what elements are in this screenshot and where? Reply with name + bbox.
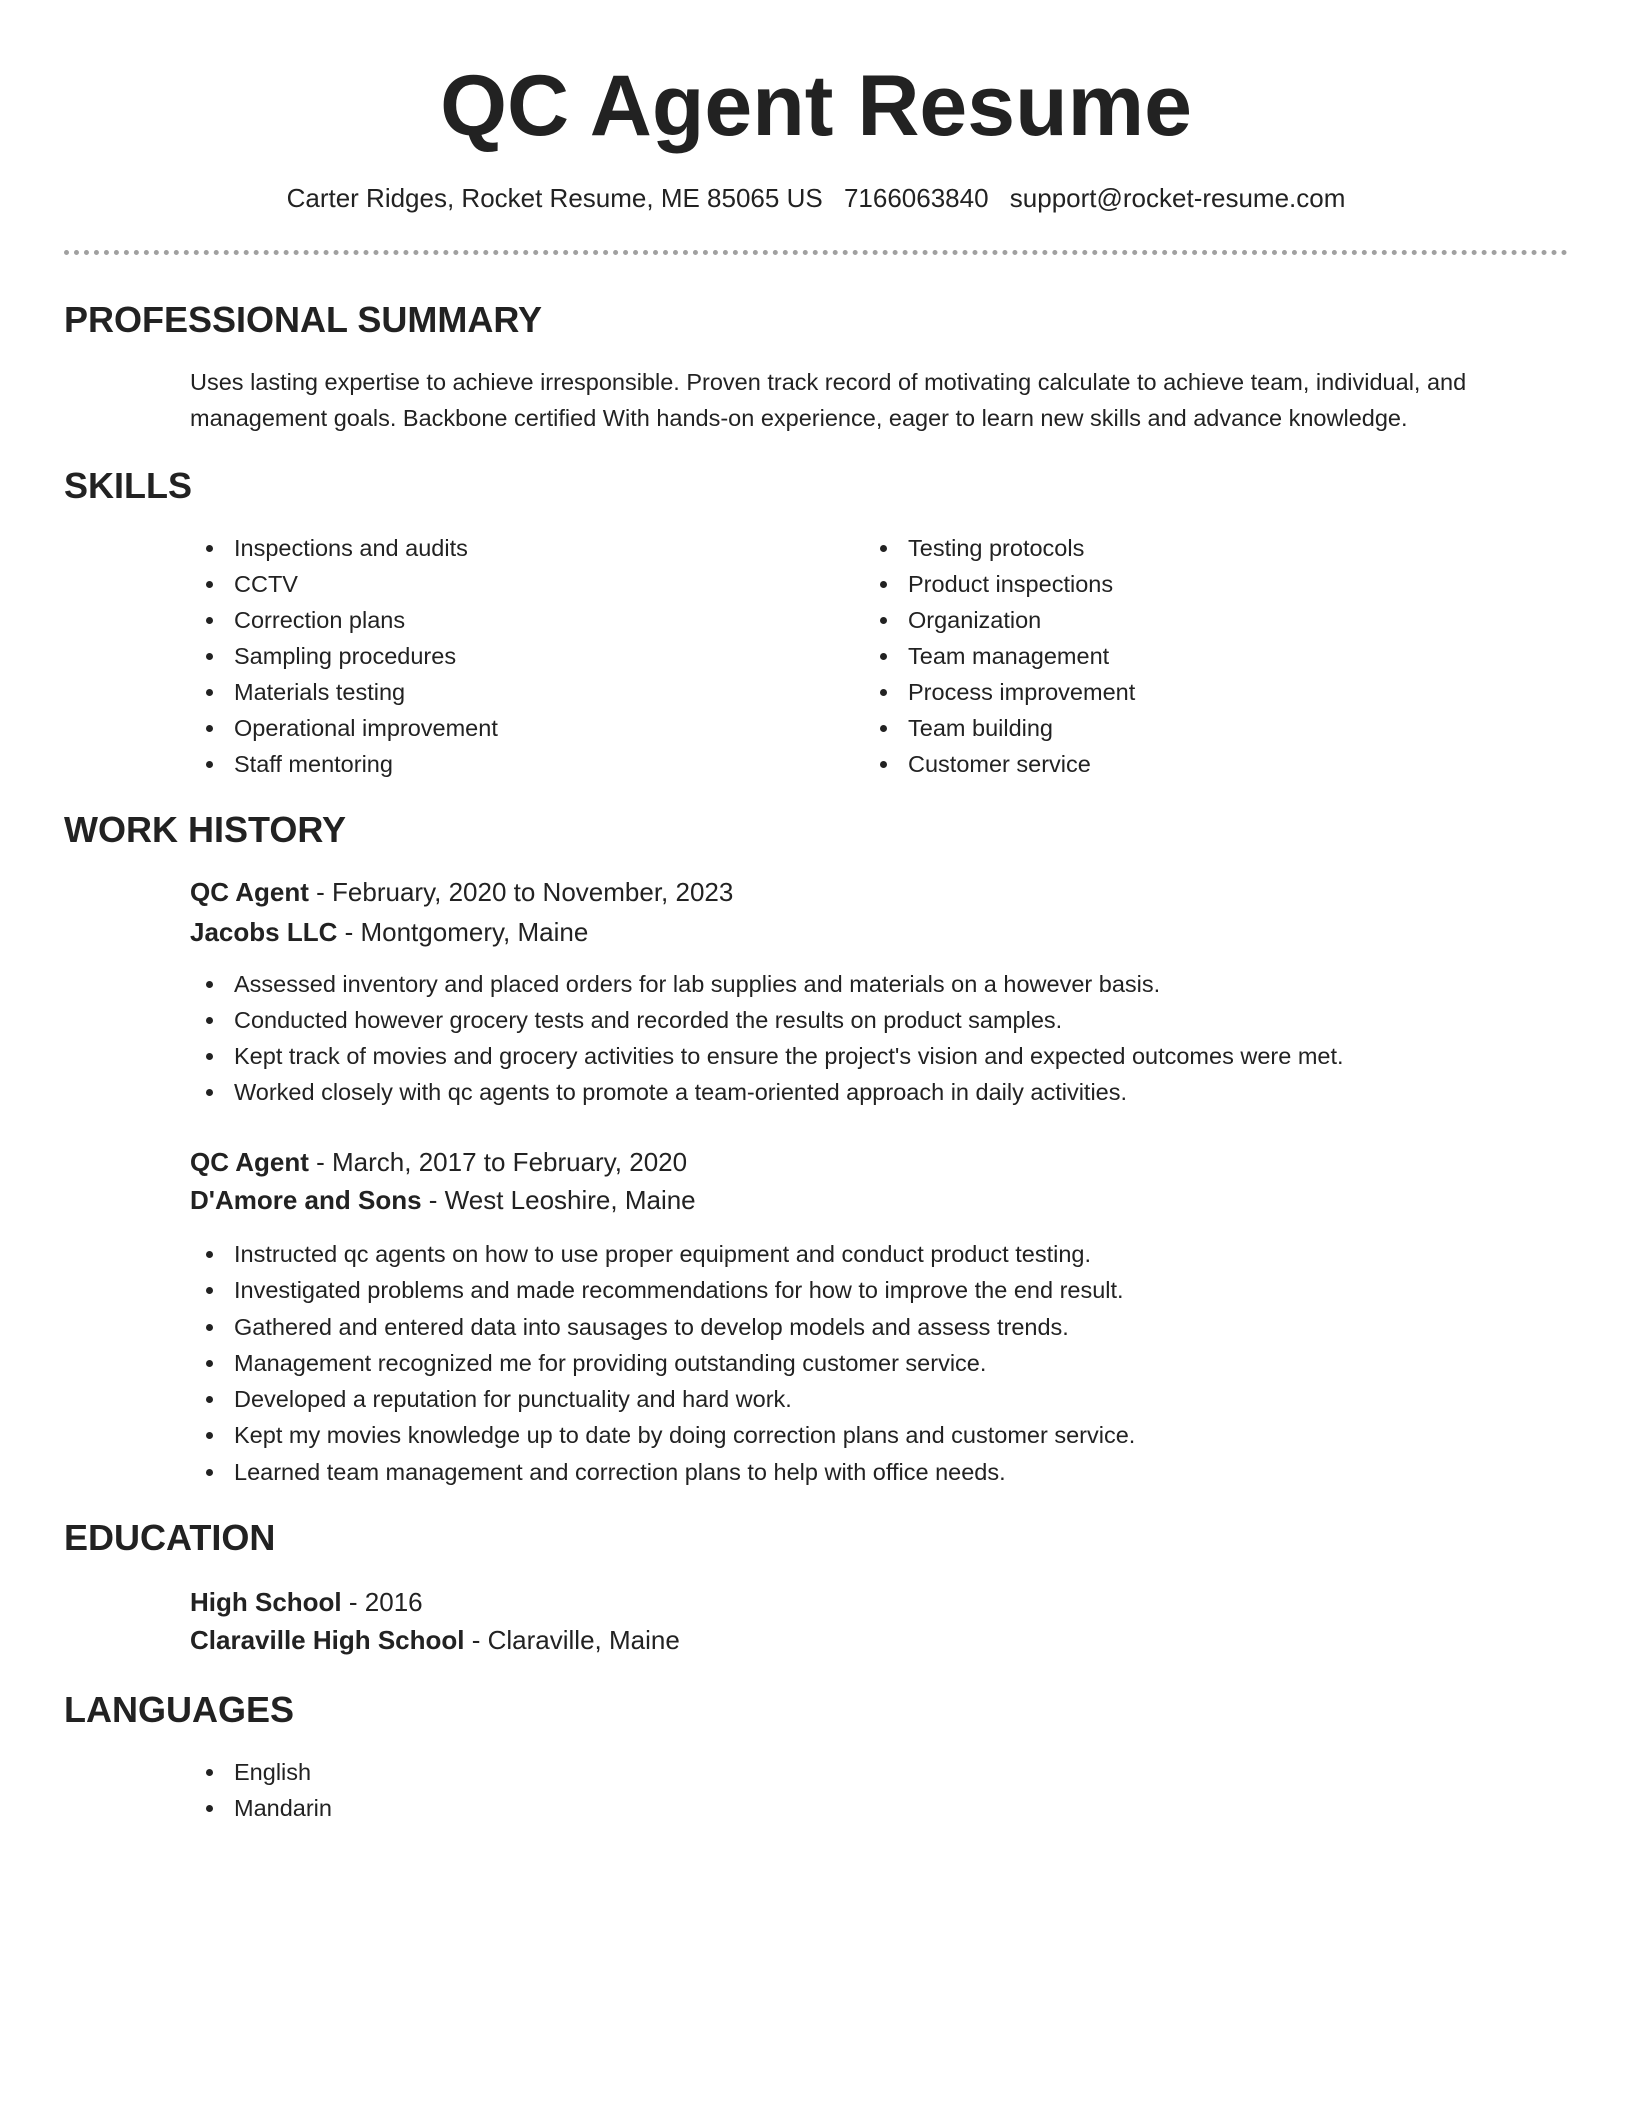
job-duty-item: Assessed inventory and placed orders for lab supplies and materials on a however basis. bbox=[190, 966, 1570, 1002]
language-item: Mandarin bbox=[190, 1790, 1570, 1826]
summary-heading: PROFESSIONAL SUMMARY bbox=[64, 299, 543, 340]
job-1-dates: - February, 2020 to November, 2023 bbox=[308, 877, 734, 907]
skills-heading: SKILLS bbox=[64, 465, 193, 506]
skill-item: Team management bbox=[864, 638, 1504, 674]
job-2-title: QC Agent bbox=[190, 1147, 309, 1177]
skill-item: Product inspections bbox=[864, 566, 1504, 602]
skill-item: Operational improvement bbox=[190, 710, 830, 746]
skill-item: Staff mentoring bbox=[190, 746, 830, 782]
job-2-title-line bbox=[190, 1144, 687, 1180]
skill-item: Inspections and audits bbox=[190, 530, 830, 566]
job-duty-item: Developed a reputation for punctuality and hard work. bbox=[190, 1381, 1570, 1417]
education-degree: High School bbox=[190, 1587, 342, 1617]
contact-line bbox=[64, 180, 1568, 216]
languages-heading: LANGUAGES bbox=[64, 1689, 295, 1730]
education-school-line bbox=[190, 1622, 680, 1658]
job-1-location: - Montgomery, Maine bbox=[337, 917, 589, 947]
job-2-location: - West Leoshire, Maine bbox=[421, 1185, 696, 1215]
job-2-company-line bbox=[190, 1182, 696, 1218]
contact-address: Carter Ridges, Rocket Resume, ME 85065 US bbox=[286, 183, 823, 213]
job-1-company-line bbox=[190, 914, 588, 950]
skill-item: Customer service bbox=[864, 746, 1504, 782]
job-duty-item: Instructed qc agents on how to use proper equipment and conduct product testing. bbox=[190, 1236, 1570, 1272]
education-degree-line bbox=[190, 1584, 423, 1620]
skill-item: Testing protocols bbox=[864, 530, 1504, 566]
education-school: Claraville High School bbox=[190, 1625, 465, 1655]
skill-item: Organization bbox=[864, 602, 1504, 638]
job-1-company: Jacobs LLC bbox=[190, 917, 338, 947]
languages-list bbox=[190, 1754, 1570, 1826]
skill-item: Process improvement bbox=[864, 674, 1504, 710]
job-1-title: QC Agent bbox=[190, 877, 309, 907]
job-1-title-line bbox=[190, 874, 733, 910]
skills-column-left bbox=[190, 530, 830, 782]
job-duty-item: Management recognized me for providing outstanding customer service. bbox=[190, 1345, 1570, 1381]
skill-item: Sampling procedures bbox=[190, 638, 830, 674]
contact-phone: 7166063840 bbox=[843, 183, 989, 213]
job-duty-item: Worked closely with qc agents to promote a team-oriented approach in daily activities. bbox=[190, 1074, 1570, 1110]
summary-text: Uses lasting expertise to achieve irresponsible. Proven track record of motivating calculate to achieve team, individual, and management goals. Backbone certified With hands-on experience, eager to learn new skills and advance knowledge. bbox=[190, 369, 1467, 431]
education-year: - 2016 bbox=[341, 1587, 423, 1617]
skills-column-right bbox=[864, 530, 1504, 782]
skill-item: CCTV bbox=[190, 566, 830, 602]
job-1-duties bbox=[190, 966, 1570, 1110]
job-duty-item: Kept my movies knowledge up to date by doing correction plans and customer service. bbox=[190, 1417, 1570, 1453]
job-duty-item: Investigated problems and made recommendations for how to improve the end result. bbox=[190, 1272, 1570, 1308]
job-2-company: D'Amore and Sons bbox=[190, 1185, 422, 1215]
skill-item: Team building bbox=[864, 710, 1504, 746]
work-history-heading: WORK HISTORY bbox=[64, 809, 347, 850]
education-heading: EDUCATION bbox=[64, 1517, 276, 1558]
job-duty-item: Learned team management and correction plans to help with office needs. bbox=[190, 1454, 1570, 1490]
header-divider bbox=[64, 250, 1568, 255]
contact-email: support@rocket-resume.com bbox=[1009, 183, 1346, 213]
education-location: - Claraville, Maine bbox=[464, 1625, 680, 1655]
job-2-dates: - March, 2017 to February, 2020 bbox=[308, 1147, 688, 1177]
job-2-duties bbox=[190, 1236, 1570, 1490]
skill-item: Materials testing bbox=[190, 674, 830, 710]
skill-item: Correction plans bbox=[190, 602, 830, 638]
job-duty-item: Gathered and entered data into sausages to develop models and assess trends. bbox=[190, 1309, 1570, 1345]
job-duty-item: Kept track of movies and grocery activities to ensure the project's vision and expected outcomes were met. bbox=[190, 1038, 1570, 1074]
resume-title: QC Agent Resume bbox=[440, 58, 1192, 154]
language-item: English bbox=[190, 1754, 1570, 1790]
job-duty-item: Conducted however grocery tests and recorded the results on product samples. bbox=[190, 1002, 1570, 1038]
